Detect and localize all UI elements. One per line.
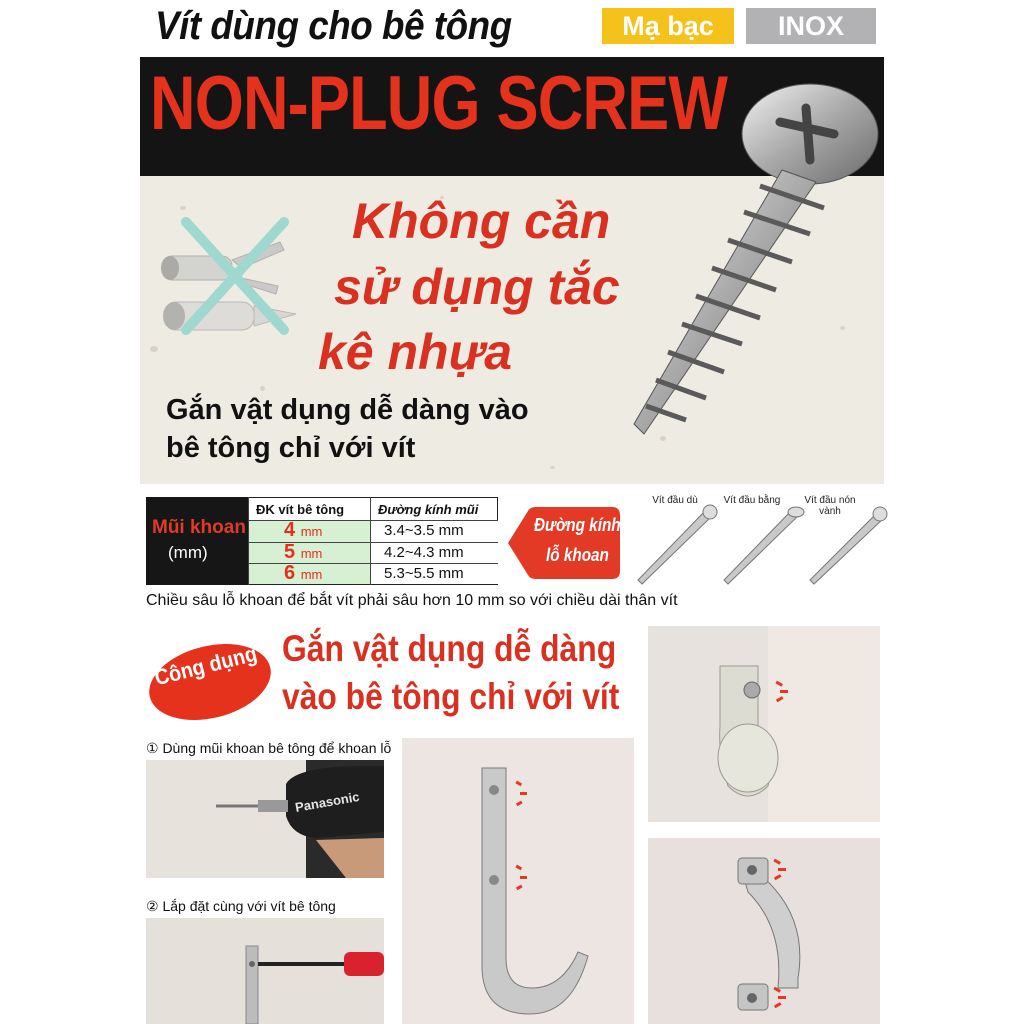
hook-photo (402, 738, 634, 1024)
page-title: Vít dùng cho bê tông (155, 4, 512, 48)
table-header-screw: ĐK vít bê tông (256, 502, 345, 517)
step-2: ② Lắp đặt cùng với vít bê tông (146, 898, 336, 914)
table-row: 6 mm (284, 562, 323, 584)
finish-tag-silver: Mạ bạc (602, 8, 734, 44)
subline-2: bê tông chỉ với vít (166, 432, 416, 464)
product-name: NON-PLUG SCREW (150, 61, 728, 146)
headline-line-2: sử dụng tắc (334, 259, 620, 315)
row-unit: (mm) (168, 543, 208, 562)
screw-type-label: Vít đầu bằng (723, 495, 781, 506)
table-cell: 4.2~4.3 mm (384, 544, 464, 561)
table-row: 4 mm (284, 519, 323, 541)
drill-photo (146, 760, 384, 878)
headline-line-3: kê nhựa (318, 324, 513, 380)
hole-label-1: Đường kính (534, 515, 621, 535)
drill-depth-note: Chiều sâu lỗ khoan để bắt vít phải sâu hơn 10 mm so với chiều dài thân vít (146, 592, 678, 609)
table-cell: 3.4~3.5 mm (384, 522, 464, 539)
table-header-drill: Đường kính mũi (378, 502, 479, 517)
usage-heading-2: vào bê tông chỉ với vít (282, 676, 620, 717)
table-cell: 5.3~5.5 mm (384, 565, 464, 582)
pipe-clip-photo (648, 626, 880, 822)
screwdriver-photo (146, 918, 384, 1024)
hole-label-2: lỗ khoan (546, 545, 609, 565)
screw-type-label: Vít đầu nón vành (804, 495, 856, 517)
cross-out-icon (180, 216, 290, 336)
pipe-band-photo (648, 838, 880, 1024)
headline-line-1: Không cần (352, 193, 611, 249)
step-1: ① Dùng mũi khoan bê tông để khoan lỗ (146, 740, 392, 756)
row-label: Mũi khoan (152, 517, 246, 538)
usage-heading-1: Gắn vật dụng dễ dàng (282, 628, 617, 669)
subline-1: Gắn vật dụng dễ dàng vào (166, 394, 529, 426)
table-row-header (146, 497, 248, 585)
usage-badge: Công dụng (152, 640, 260, 691)
table-row: 5 mm (284, 541, 323, 563)
screw-image (620, 74, 882, 454)
screw-type-label: Vít đầu dù (652, 495, 698, 506)
finish-tag-inox: INOX (746, 8, 876, 44)
drill-brand: Panasonic (293, 788, 361, 815)
screw-types-image (632, 500, 888, 590)
